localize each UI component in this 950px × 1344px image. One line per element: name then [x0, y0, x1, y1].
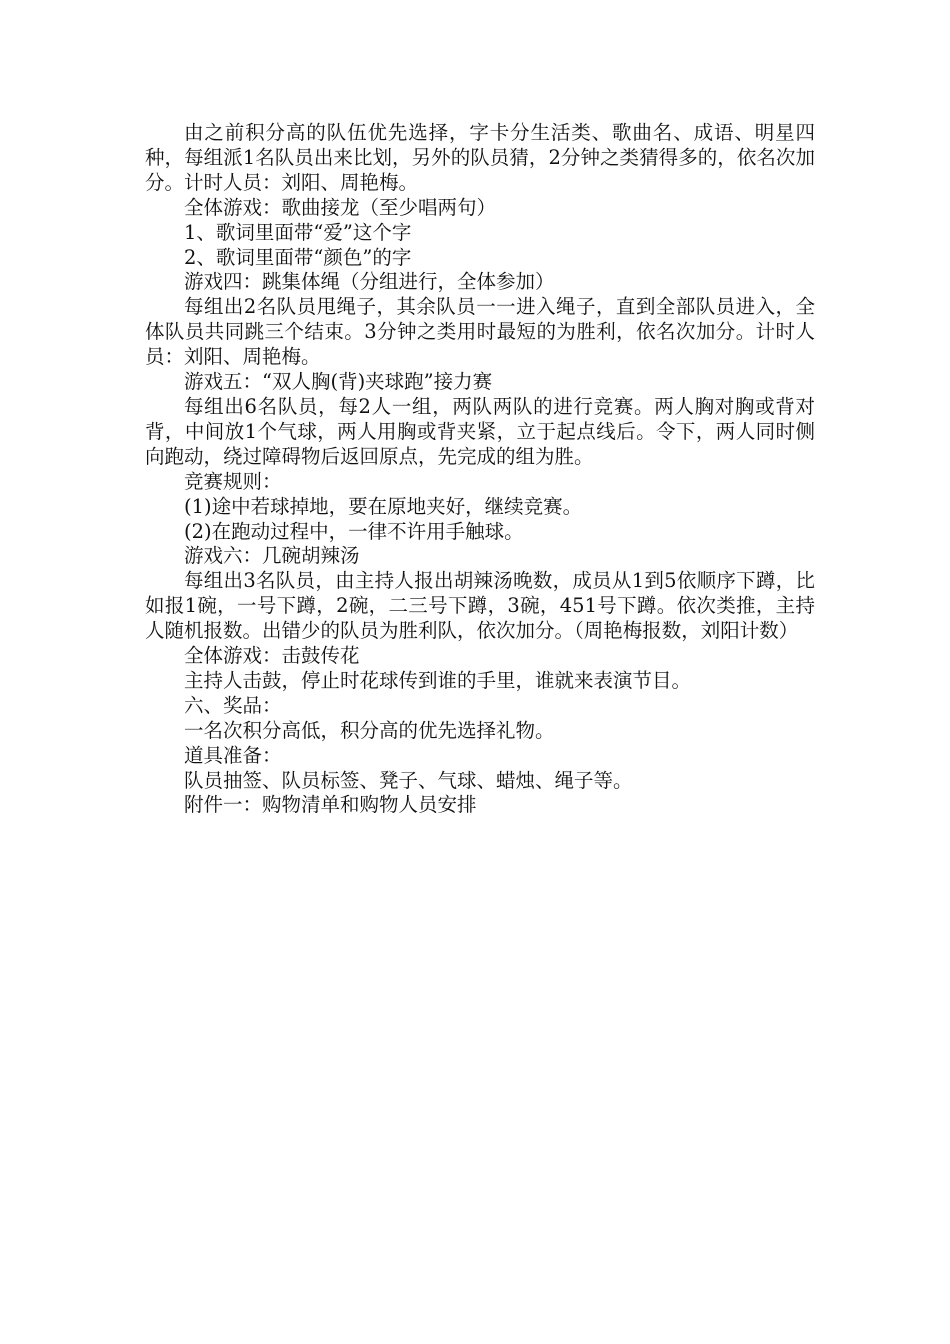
paragraph-game-four-heading: 游戏四：跳集体绳（分组进行，全体参加）: [184, 270, 555, 294]
paragraph-attachment: 附件一：购物清单和购物人员安排: [184, 793, 477, 817]
paragraph-song-rule-1: 1、歌词里面带“爱”这个字: [184, 220, 412, 244]
paragraph-game-five-body: 每组出6名队员，每2人一组，两队两队的进行竞赛。两人胸对胸或背对背，中间放1个气球，两人用胸或背夹紧，立于起点线后。令下，两人同时侧向跑动，绕过障碍物后返回原点，先完成的组为胜。: [145, 394, 815, 468]
paragraph-drum-game-heading: 全体游戏：击鼓传花: [184, 644, 360, 668]
paragraph-rules-heading: 竞赛规则：: [184, 469, 282, 493]
paragraph-song-relay-heading: 全体游戏：歌曲接龙（至少唱两句）: [184, 195, 497, 219]
paragraph-rule-2: (2)在跑动过程中，一律不许用手触球。: [184, 519, 524, 543]
paragraph-props-body: 队员抽签、队员标签、凳子、气球、蜡烛、绳子等。: [184, 768, 633, 792]
paragraph-game-six-heading: 游戏六：几碗胡辣汤: [184, 544, 360, 568]
paragraph-charades: 由之前积分高的队伍优先选择，字卡分生活类、歌曲名、成语、明星四种，每组派1名队员出来比划，另外的队员猜，2分钟之类猜得多的，依名次加分。计时人员：刘阳、周艳梅。: [145, 121, 815, 194]
paragraph-prizes-body: 一名次积分高低，积分高的优先选择礼物。: [184, 718, 555, 742]
paragraph-rule-1: (1)途中若球掉地，要在原地夹好，继续竞赛。: [184, 494, 583, 518]
paragraph-props-heading: 道具准备：: [184, 743, 282, 767]
document-body: [145, 121, 815, 818]
paragraph-prizes-heading: 六、奖品：: [184, 693, 282, 717]
paragraph-drum-game-body: 主持人击鼓，停止时花球传到谁的手里，谁就来表演节目。: [184, 668, 692, 692]
paragraph-song-rule-2: 2、歌词里面带“颜色”的字: [184, 245, 412, 269]
paragraph-game-six-body: 每组出3名队员，由主持人报出胡辣汤晚数，成员从1到5依顺序下蹲，比如报1碗，一号下蹲，2碗，二三号下蹲，3碗，451号下蹲。依次类推，主持人随机报数。出错少的队员为胜利队，依次加分。（周艳梅报数，刘阳计数）: [145, 569, 815, 643]
paragraph-game-five-heading: 游戏五：“双人胸(背)夹球跑”接力赛: [184, 370, 493, 394]
paragraph-game-four-body: 每组出2名队员甩绳子，其余队员一一进入绳子，直到全部队员进入，全体队员共同跳三个结束。3分钟之类用时最短的为胜利，依名次加分。计时人员：刘阳、周艳梅。: [145, 295, 815, 369]
